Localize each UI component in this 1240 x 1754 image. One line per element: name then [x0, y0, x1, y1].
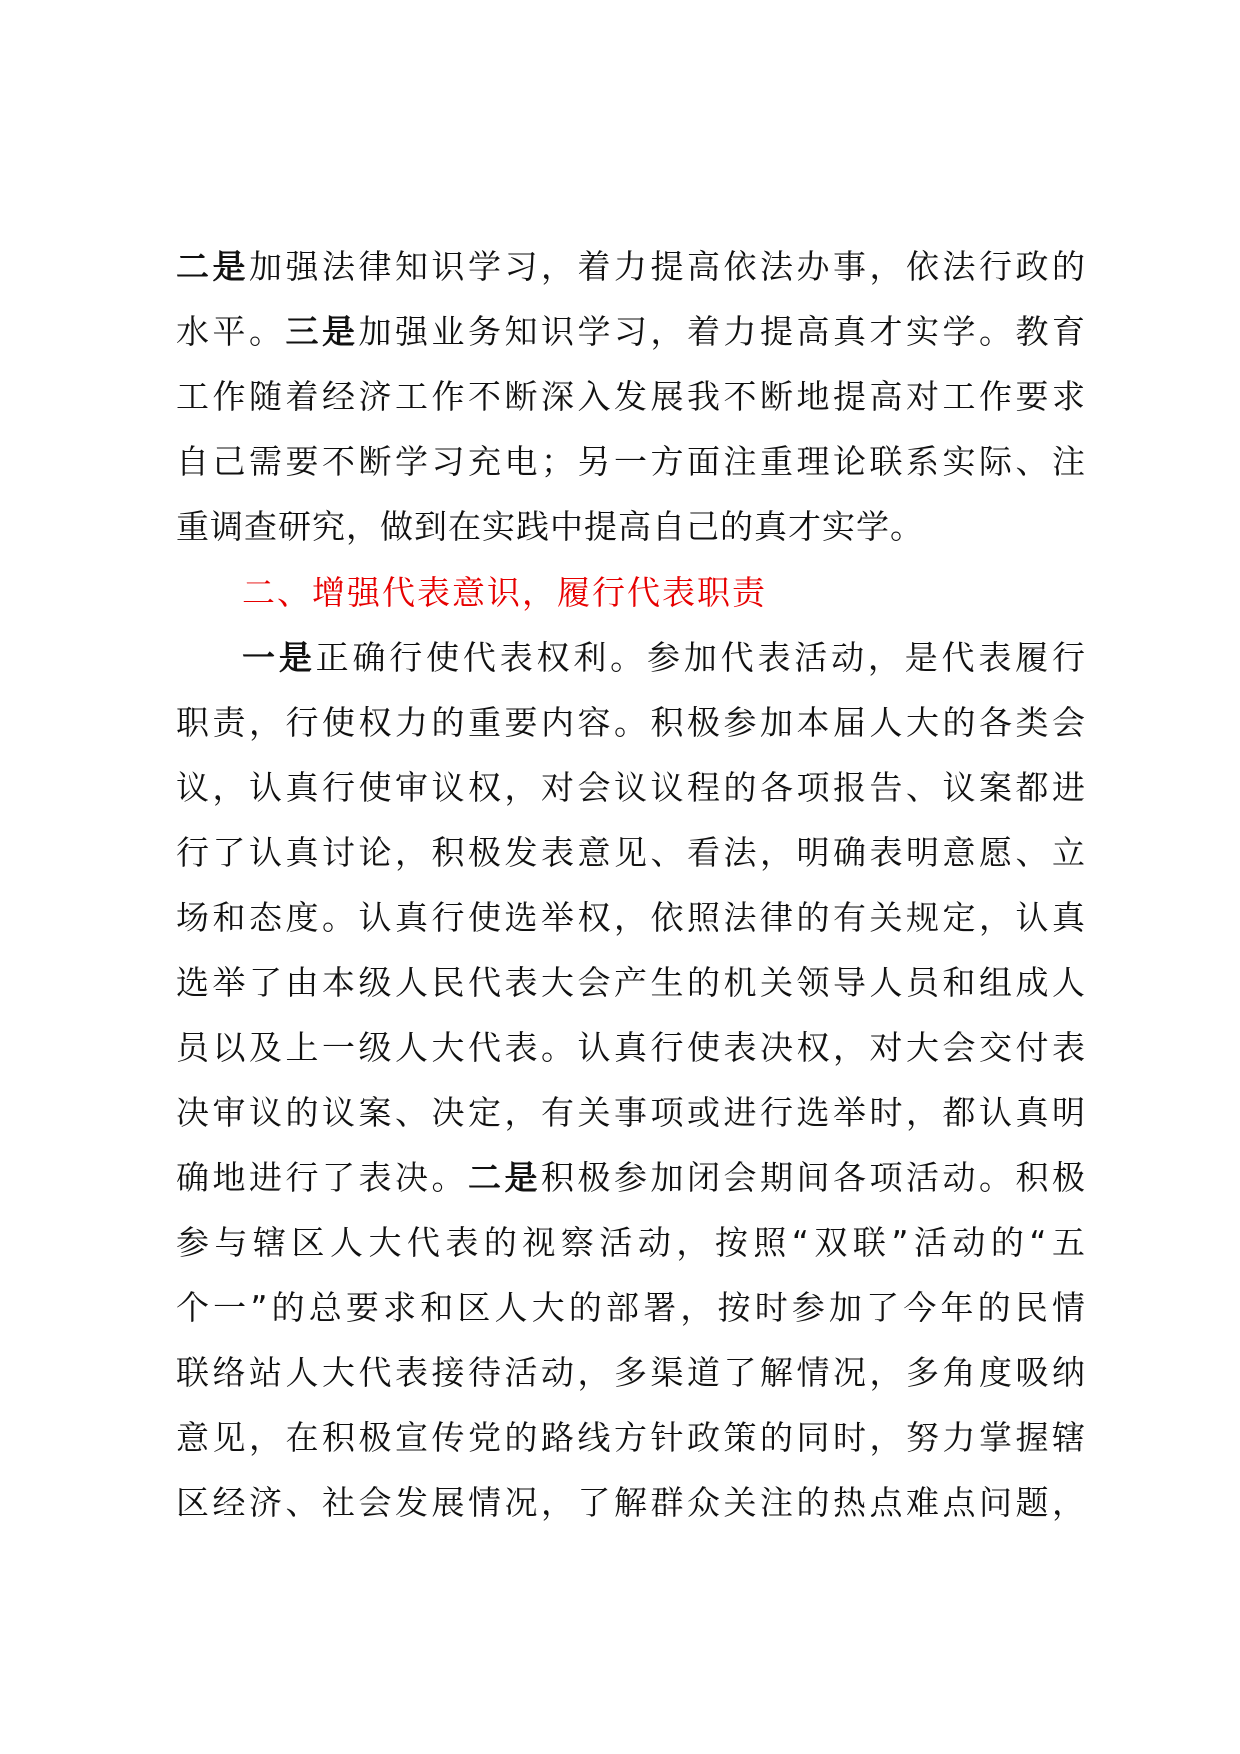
- text-line: [176, 1145, 1086, 1210]
- text-run: 行了认真讨论，积极发表意见、看法，明确表明意愿、立: [176, 833, 1086, 872]
- text-run: 区经济、社会发展情况，了解群众关注的热点难点问题，: [176, 1483, 1086, 1522]
- text-line: [176, 429, 1086, 494]
- text-line: [176, 1340, 1086, 1405]
- text-run: 积极参加闭会期间各项活动。积极: [541, 1158, 1086, 1197]
- text-run: 重调查研究，做到在实践中提高自己的真才实学。: [176, 507, 924, 546]
- bold-lead-phrase: 二是: [468, 1158, 541, 1197]
- bold-lead-phrase: 三是: [285, 312, 359, 351]
- text-run: 议，认真行使审议权，对会议议程的各项报告、议案都进: [176, 768, 1086, 807]
- text-run: 意见，在积极宣传党的路线方针政策的同时，努力掌握辖: [176, 1418, 1086, 1457]
- text-line: [176, 950, 1086, 1015]
- bold-lead-phrase: 二是: [176, 247, 249, 286]
- text-line: [176, 494, 1086, 559]
- text-line: [176, 234, 1086, 299]
- text-line: [176, 364, 1086, 429]
- text-line: [176, 755, 1086, 820]
- text-run: 工作随着经济工作不断深入发展我不断地提高对工作要求: [176, 377, 1086, 416]
- text-line: [176, 1210, 1086, 1275]
- text-line: [176, 690, 1086, 755]
- text-line: [176, 299, 1086, 364]
- text-run: 自己需要不断学习充电；另一方面注重理论联系实际、注: [176, 442, 1086, 481]
- text-run: 职责，行使权力的重要内容。积极参加本届人大的各类会: [176, 703, 1086, 742]
- paragraph-duties: [176, 625, 1086, 1535]
- text-line: [176, 1470, 1086, 1535]
- bold-lead-phrase: 一是: [242, 638, 316, 677]
- text-line: [176, 1405, 1086, 1470]
- text-run: 个一”的总要求和区人大的部署，按时参加了今年的民情: [176, 1288, 1086, 1327]
- text-run: 参与辖区人大代表的视察活动，按照“双联”活动的“五: [176, 1223, 1086, 1262]
- text-line: [176, 1015, 1086, 1080]
- text-run: 联络站人大代表接待活动，多渠道了解情况，多角度吸纳: [176, 1353, 1086, 1392]
- text-line: [176, 1275, 1086, 1340]
- text-line: [176, 885, 1086, 950]
- text-run: 加强法律知识学习，着力提高依法办事，依法行政的: [249, 247, 1086, 286]
- section-heading: 二、增强代表意识，履行代表职责: [242, 573, 767, 612]
- text-run: 正确行使代表权利。参加代表活动，是代表履行: [315, 638, 1087, 677]
- text-run: 决审议的议案、决定，有关事项或进行选举时，都认真明: [176, 1093, 1086, 1132]
- paragraph-study: [176, 234, 1086, 559]
- text-run: 选举了由本级人民代表大会产生的机关领导人员和组成人: [176, 963, 1086, 1002]
- text-run: 加强业务知识学习，着力提高真才实学。教育: [358, 312, 1086, 351]
- text-line: [176, 820, 1086, 885]
- text-run: 水平。: [176, 312, 286, 351]
- text-line: [176, 625, 1086, 690]
- text-line: [176, 1080, 1086, 1145]
- text-run: 确地进行了表决。: [176, 1158, 468, 1197]
- text-run: 场和态度。认真行使选举权，依照法律的有关规定，认真: [176, 898, 1086, 937]
- text-run: 员以及上一级人大代表。认真行使表决权，对大会交付表: [176, 1028, 1086, 1067]
